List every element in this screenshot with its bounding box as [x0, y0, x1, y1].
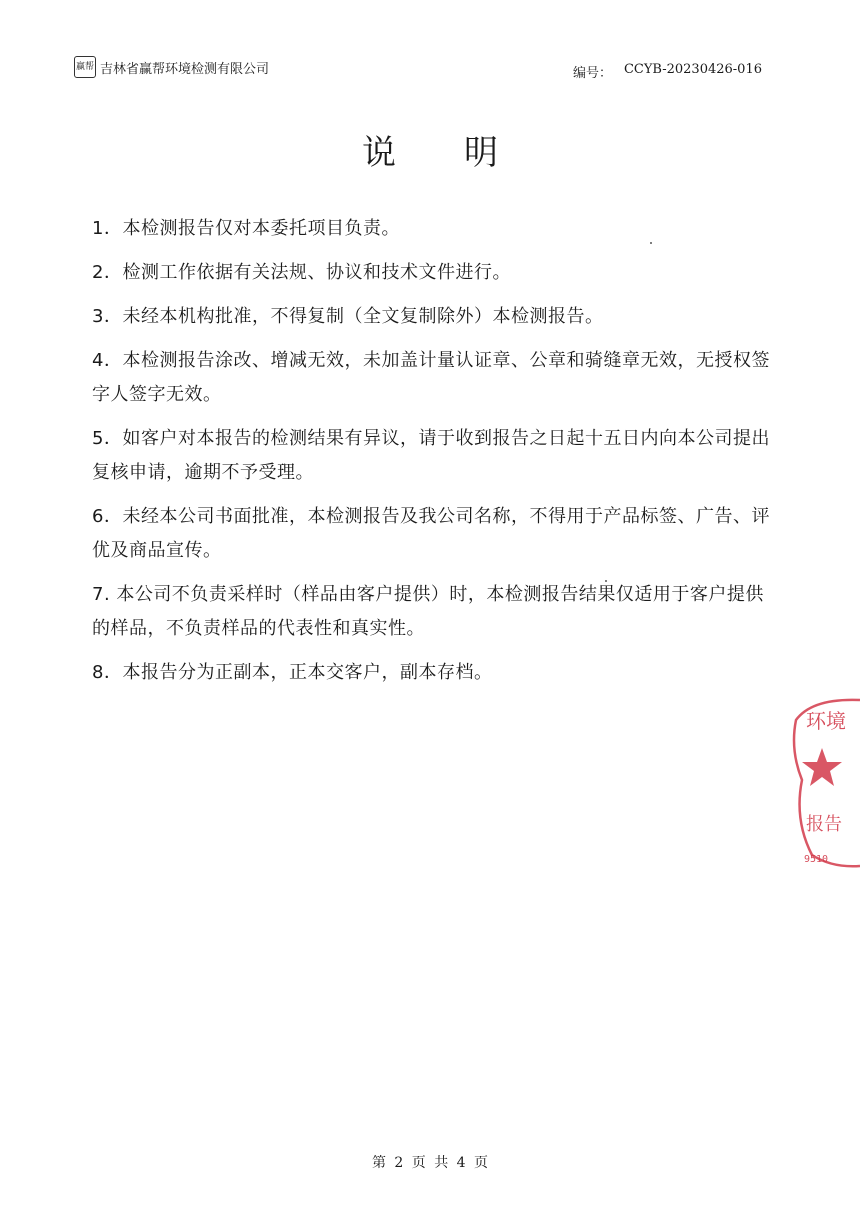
- seal-number: 9510: [804, 854, 829, 865]
- seam-seal: [792, 690, 860, 870]
- note-item-2: 2．检测工作依据有关法规、协议和技术文件进行。: [92, 262, 511, 283]
- company-logo: 赢帮: [74, 56, 96, 78]
- company-name: 吉林省赢帮环境检测有限公司: [100, 61, 270, 77]
- seal-text-top: 环境: [806, 709, 846, 733]
- note-item-6: 6．未经本公司书面批准，本检测报告及我公司名称，不得用于产品标签、广告、评优及商品宣传。: [92, 506, 770, 561]
- report-number-label: 编号：: [572, 66, 612, 81]
- note-item-7: 7. 本公司不负责采样时（样品由客户提供）时，本检测报告结果仅适用于客户提供的样品，不负责样品的代表性和真实性。: [92, 584, 764, 639]
- note-item-4: 4．本检测报告涂改、增减无效，未加盖计量认证章、公章和骑缝章无效，无授权签字人签字无效。: [92, 350, 770, 405]
- note-item-1: 1．本检测报告仅对本委托项目负责。: [92, 218, 400, 239]
- note-item-5: 5．如客户对本报告的检测结果有异议，请于收到报告之日起十五日内向本公司提出复核申请，逾期不予受理。: [92, 428, 770, 483]
- note-item-3: 3．未经本机构批准，不得复制（全文复制除外）本检测报告。: [92, 306, 604, 327]
- scan-speck: [650, 242, 652, 244]
- seal-star-icon: [802, 748, 842, 786]
- header-company: [74, 56, 269, 78]
- notes-list: [92, 212, 772, 700]
- note-item-8: 8．本报告分为正副本，正本交客户，副本存档。: [92, 662, 493, 683]
- report-number-value: CCYB-20230426-016: [623, 62, 762, 77]
- page-footer: 第 2 页 共 4 页: [371, 1155, 489, 1171]
- page-title: 说明: [362, 133, 566, 173]
- report-number: [573, 62, 762, 81]
- seal-text-bottom: 报告: [806, 814, 842, 835]
- scan-speck: [605, 580, 607, 582]
